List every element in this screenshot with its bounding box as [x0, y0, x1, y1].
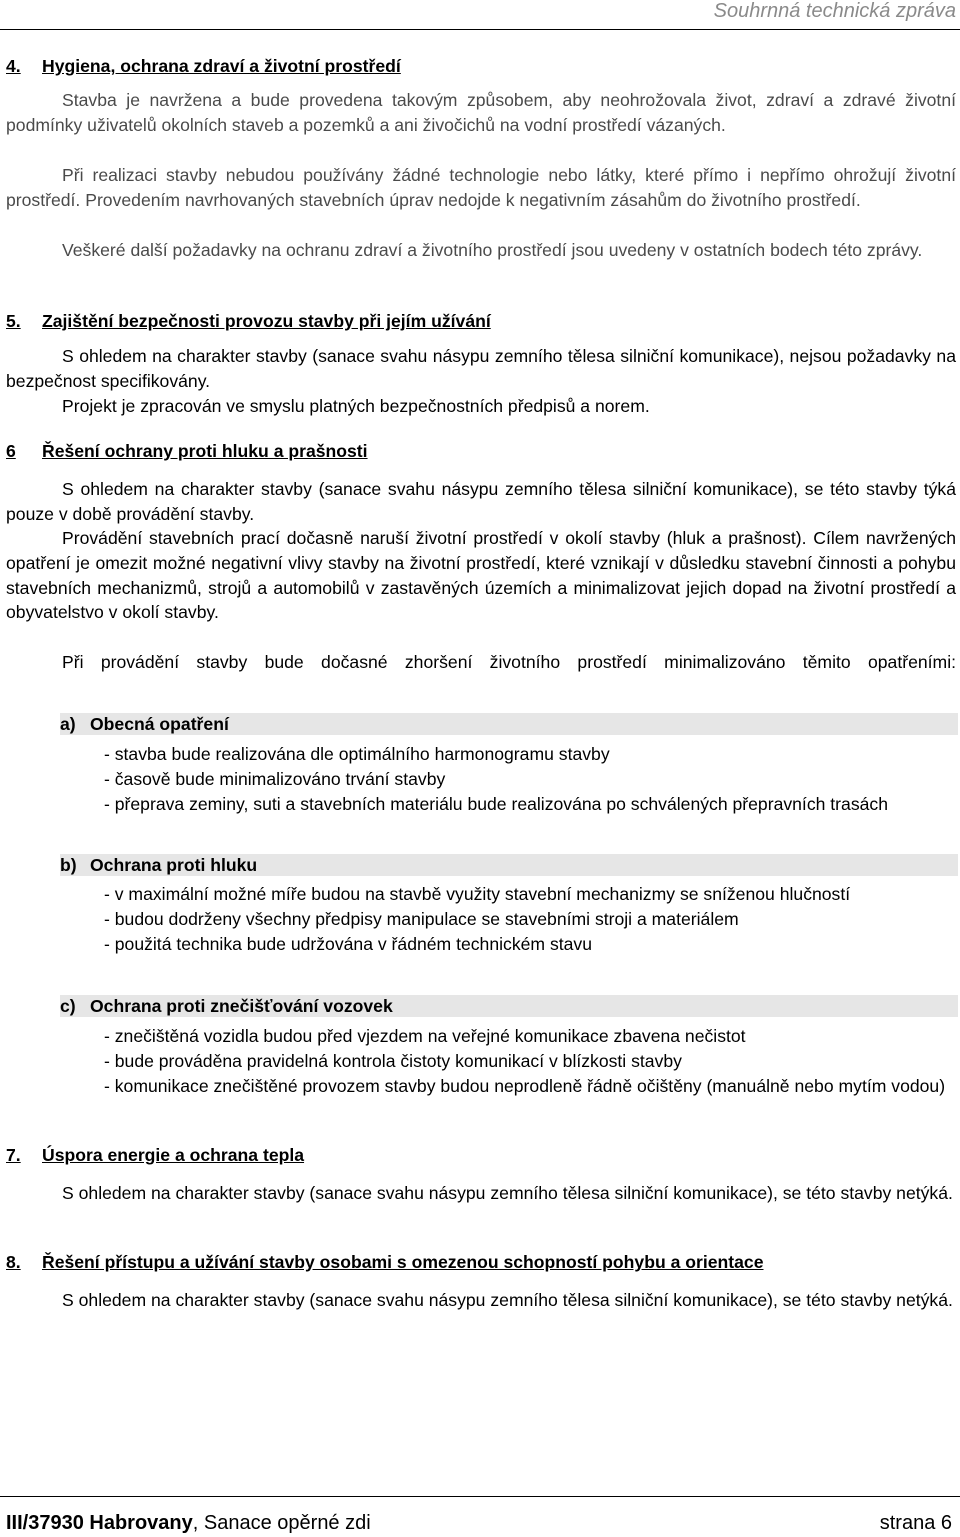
section-6-number: 6	[6, 441, 16, 461]
subsection-a-heading	[60, 713, 958, 735]
subsection-c-letter: c)	[60, 996, 76, 1016]
section-7-heading	[6, 1143, 956, 1167]
list-item: - časově bude minimalizováno trvání stavby	[104, 768, 446, 789]
list-item: - v maximální možné míře budou na stavbě využity stavební mechanizmy se sníženou hlučností	[104, 884, 851, 904]
section-6-title: Řešení ochrany proti hluku a prašnosti	[42, 441, 368, 461]
section-6-paragraph-1: S ohledem na charakter stavby (sanace svahu násypu zemního tělesa silniční komunikace), se této stavby týká pouze v době provádění stavby.	[6, 479, 956, 524]
list-item: - stavba bude realizována dle optimálního harmonogramu stavby	[104, 744, 610, 764]
section-4-paragraph-3: Veškeré další požadavky na ochranu zdraví a životního prostředí jsou uvedeny v ostatních bodech této zprávy.	[62, 240, 923, 260]
footer-road-code: III/37930 Habrovany	[6, 1512, 193, 1534]
section-5-paragraph-2: Projekt je zpracován ve smyslu platných bezpečnostních předpisů a norem.	[62, 396, 650, 416]
section-4-number: 4.	[6, 56, 21, 76]
list-item: - bude prováděna pravidelná kontrola čistoty komunikací v blízkosti stavby	[104, 1050, 682, 1071]
section-5-paragraph-1: S ohledem na charakter stavby (sanace svahu násypu zemního tělesa silniční komunikace), nejsou požadavky na bezpečnost specifikovány.	[6, 346, 956, 391]
section-5-heading	[6, 309, 956, 333]
section-4-title: Hygiena, ochrana zdraví a životní prostředí	[42, 56, 401, 76]
section-5-title: Zajištění bezpečnosti provozu stavby při jejím užívání	[42, 311, 491, 331]
subsection-a-letter: a)	[60, 714, 76, 734]
section-7-number: 7.	[6, 1145, 21, 1165]
section-7-title: Úspora energie a ochrana tepla	[42, 1145, 305, 1165]
section-8-title: Řešení přístupu a užívání stavby osobami s omezenou schopností pohybu a orientace	[42, 1252, 764, 1272]
subsection-b-letter: b)	[60, 855, 77, 875]
subsection-a-title: Obecná opatření	[90, 714, 229, 734]
subsection-b-title: Ochrana proti hluku	[90, 855, 258, 875]
subsection-c-list	[104, 1024, 956, 1098]
section-8-paragraph-1: S ohledem na charakter stavby (sanace svahu násypu zemního tělesa silniční komunikace), se této stavby netýká.	[62, 1290, 953, 1310]
subsection-c-heading	[60, 995, 958, 1017]
list-item: - komunikace znečištěné provozem stavby budou neprodleně řádně očištěny (manuálně nebo mytím vodou)	[104, 1075, 946, 1096]
section-7-paragraph-1: S ohledem na charakter stavby (sanace svahu násypu zemního tělesa silniční komunikace), se této stavby netýká.	[62, 1183, 953, 1203]
section-4-paragraph-2: Při realizaci stavby nebudou používány žádné technologie nebo látky, které přímo i nepřímo ohrožují životní prostředí. Provedením navrhovaných stavebních úprav nedojde k negativním zásahům do životního prostředí.	[6, 165, 956, 210]
footer-page-number: strana 6	[879, 1512, 952, 1534]
subsection-a-list	[104, 742, 956, 816]
section-4-paragraph-1: Stavba je navržena a bude provedena takovým způsobem, aby neohrožovala život, zdraví a zdravé životní podmínky uživatelů okolních staveb a pozemků a ani živočichů na vodní prostředí vázaných.	[6, 90, 956, 135]
section-8-number: 8.	[6, 1252, 21, 1272]
subsection-b-heading	[60, 854, 958, 876]
subsection-c-title: Ochrana proti znečišťování vozovek	[90, 996, 393, 1016]
header-rule	[0, 29, 960, 30]
footer-rule	[0, 1496, 960, 1497]
list-item: - přeprava zeminy, suti a stavebních materiálu bude realizována po schválených přepravních trasách	[104, 793, 888, 814]
list-item: - znečištěná vozidla budou před vjezdem na veřejné komunikace zbavena nečistot	[104, 1026, 746, 1046]
section-6-paragraph-3: Při provádění stavby bude dočasné zhoršení životního prostředí minimalizováno těmito opatřeními:	[62, 652, 956, 672]
section-8-heading	[6, 1250, 956, 1274]
subsection-b-list	[104, 882, 956, 956]
list-item: - budou dodrženy všechny předpisy manipulace se stavebními stroji a materiálem	[104, 908, 739, 929]
section-6-paragraph-2: Provádění stavebních prací dočasně naruší životní prostředí v okolí stavby (hluk a prašnost). Cílem navržených opatření je omezit možné negativní vlivy stavby na životní prostředí, které vznikají v důsledku stavební činnosti a pohybu stavebních mechanizmů, strojů a automobilů v zastavěných územích a minimalizovat jejich dopad na životní prostředí a obyvatelstvo v okolí stavby.	[6, 528, 956, 623]
list-item: - použitá technika bude udržována v řádném technickém stavu	[104, 933, 593, 954]
section-5-number: 5.	[6, 311, 21, 331]
section-6-heading	[6, 439, 956, 463]
footer-project	[6, 1511, 371, 1535]
page-header-title: Souhrnná technická zpráva	[713, 0, 956, 22]
footer-project-name: , Sanace opěrné zdi	[192, 1512, 371, 1534]
section-4-heading	[6, 54, 956, 78]
